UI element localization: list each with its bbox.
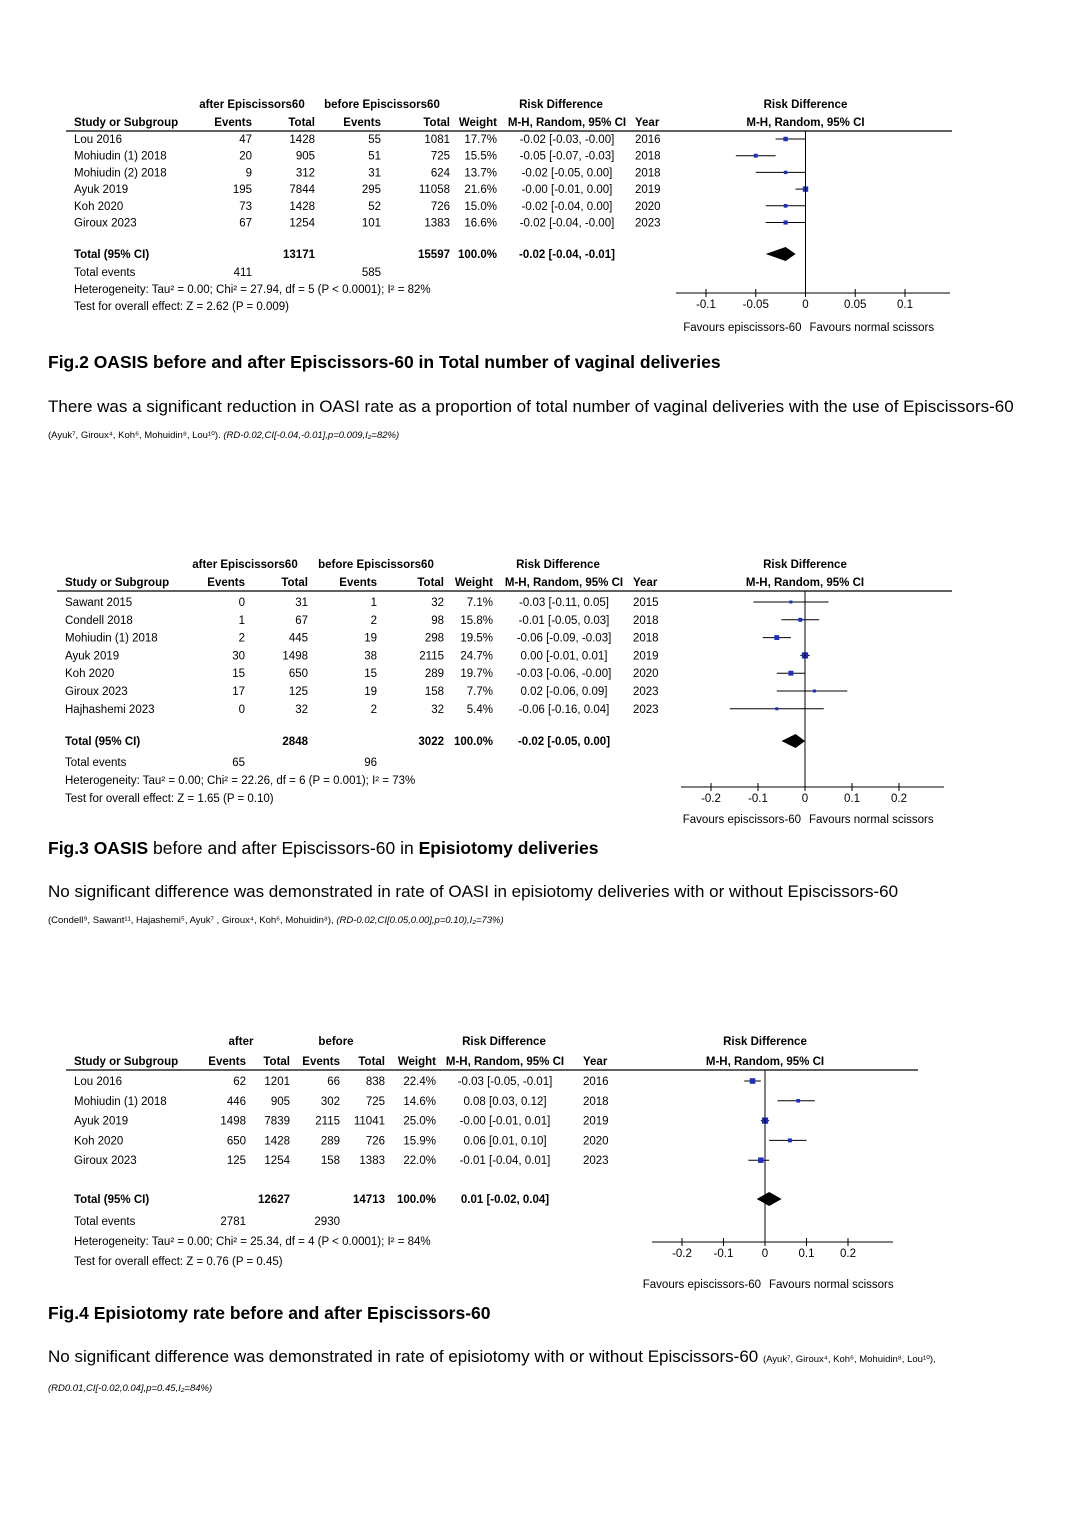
risk-difference-ci: -0.03 [-0.11, 0.05] xyxy=(519,597,609,609)
col-header-events-1: Events xyxy=(214,117,252,129)
events-before: 2 xyxy=(370,703,377,716)
rd-header: Risk Difference xyxy=(516,559,600,571)
overall-effect-test: Test for overall effect: Z = 0.76 (P = 0.45) xyxy=(74,1256,283,1268)
x-axis-tick-label: 0 xyxy=(761,1248,769,1260)
x-axis-tick-label: 0 xyxy=(802,299,809,311)
figure-4-description xyxy=(48,1344,1038,1402)
point-estimate-marker xyxy=(788,671,793,676)
events-before: 15 xyxy=(364,668,377,681)
overall-effect-test: Test for overall effect: Z = 1.65 (P = 0.10) xyxy=(65,793,274,805)
events-before: 101 xyxy=(361,217,381,230)
caption-text: Fig.4 Episiotomy rate before and after Episcissors-60 xyxy=(48,1303,491,1323)
figure-3-forest-plot xyxy=(0,555,1080,825)
col-header-events-2: Events xyxy=(343,117,381,129)
caption-bold-2: Episiotomy deliveries xyxy=(418,838,599,858)
total-before: 32 xyxy=(431,703,444,716)
total-before: 11058 xyxy=(418,184,450,197)
col-header-events-1: Events xyxy=(207,577,245,589)
risk-difference-ci: -0.06 [-0.16, 0.04] xyxy=(518,703,610,716)
study-name: Mohiudin (1) 2018 xyxy=(74,1095,167,1108)
study-name: Mohiudin (2) 2018 xyxy=(74,167,167,180)
study-weight: 22.4% xyxy=(403,1076,436,1088)
study-weight: 15.9% xyxy=(403,1135,436,1148)
total-after: 650 xyxy=(288,668,308,681)
risk-difference-ci: 0.08 [0.03, 0.12] xyxy=(463,1095,547,1108)
risk-difference-ci: -0.00 [-0.01, 0.00] xyxy=(521,184,613,197)
col-header-weight: Weight xyxy=(454,577,493,589)
study-year: 2023 xyxy=(633,686,659,698)
study-weight: 15.8% xyxy=(460,614,493,627)
study-name: Lou 2016 xyxy=(74,1076,122,1088)
point-estimate-marker xyxy=(758,1157,764,1163)
pooled-ci: -0.02 [-0.05, 0.00] xyxy=(517,736,611,748)
col-header-total-2: Total xyxy=(417,577,444,589)
col-header-study: Study or Subgroup xyxy=(65,577,170,589)
study-year: 2018 xyxy=(635,150,661,163)
events-before: 51 xyxy=(368,150,381,163)
col-header-total-1: Total xyxy=(263,1056,290,1068)
pooled-ci: -0.02 [-0.04, -0.01] xyxy=(519,249,615,261)
col-header-study: Study or Subgroup xyxy=(74,117,179,129)
risk-difference-ci: -0.03 [-0.06, -0.00] xyxy=(516,668,612,681)
events-after: 73 xyxy=(239,200,252,213)
col-header-events-2: Events xyxy=(339,577,377,589)
x-axis-tick-label: -0.1 xyxy=(713,1248,734,1260)
total-before: 726 xyxy=(430,200,450,213)
x-axis-tick-label: 0 xyxy=(801,793,809,805)
point-estimate-marker xyxy=(796,1099,800,1103)
x-axis-tick-label: 0.2 xyxy=(891,793,907,805)
total-after: 67 xyxy=(295,614,308,627)
paragraph-text: There was a significant reduction in OASI rate as a proportion of total number of vaginal deliveries with the use of Episcissors-60 xyxy=(48,397,1014,416)
point-estimate-marker xyxy=(774,635,779,640)
study-weight: 14.6% xyxy=(403,1095,436,1108)
caption-normal: before and after Episcissors-60 in xyxy=(148,838,419,858)
study-name: Sawant 2015 xyxy=(65,597,133,609)
figure-2-caption xyxy=(48,352,721,373)
pooled-ci: 0.01 [-0.02, 0.04] xyxy=(460,1194,550,1206)
events-after: 2 xyxy=(238,632,245,645)
figure-3-caption xyxy=(48,838,599,859)
paragraph-stats: (RD-0.02,CI[-0.04,-0.01],p=0.009,I₂=82%) xyxy=(220,430,400,441)
study-year: 2015 xyxy=(633,597,659,609)
total-after: 1428 xyxy=(289,200,315,213)
study-weight: 17.7% xyxy=(464,134,497,146)
total-label: Total (95% CI) xyxy=(65,736,141,748)
x-axis-tick-label: 0.2 xyxy=(840,1248,856,1260)
study-name: Mohiudin (1) 2018 xyxy=(74,150,167,163)
events-after: 0 xyxy=(238,597,245,609)
heterogeneity-stats: Heterogeneity: Tau² = 0.00; Chi² = 27.94, df = 5 (P < 0.0001); I² = 82% xyxy=(74,284,431,296)
events-after: 15 xyxy=(232,668,245,681)
col-header-year: Year xyxy=(633,577,658,589)
events-before: 2115 xyxy=(315,1115,340,1128)
plot-method-header: M-H, Random, 95% CI xyxy=(705,1056,825,1068)
col-header-total-1: Total xyxy=(288,117,315,129)
study-year: 2016 xyxy=(583,1076,609,1088)
figure-2-forest-plot xyxy=(0,95,1080,335)
events-before: 289 xyxy=(320,1135,340,1148)
events-before: 302 xyxy=(320,1095,340,1108)
col-header-method: M-H, Random, 95% CI xyxy=(507,117,627,129)
events-after: 30 xyxy=(232,650,245,663)
study-weight: 19.7% xyxy=(460,668,493,681)
study-weight: 21.6% xyxy=(464,184,497,197)
group1-header: after Episcissors60 xyxy=(199,99,305,111)
study-name: Koh 2020 xyxy=(74,200,124,213)
total-after: 312 xyxy=(295,167,315,180)
study-weight: 15.5% xyxy=(464,150,497,163)
risk-difference-ci: -0.00 [-0.01, 0.01] xyxy=(459,1115,551,1128)
col-header-total-2: Total xyxy=(358,1056,385,1068)
x-axis-tick-label: 0.1 xyxy=(897,299,913,311)
caption-text: Fig.2 OASIS before and after Episcissors-60 in Total number of vaginal deliveries xyxy=(48,352,721,372)
study-weight: 22.0% xyxy=(403,1155,436,1168)
paragraph-stats: (RD0.01,CI[-0.02,0.04],p=0.45,I₂=84%) xyxy=(48,1383,213,1394)
col-header-weight: Weight xyxy=(458,117,497,129)
study-name: Ayuk 2019 xyxy=(65,650,120,663)
pooled-diamond xyxy=(766,247,796,261)
paragraph-refs: (Condell⁹, Sawant¹¹, Hajashemi⁵, Ayuk⁷ , Giroux⁴, Koh⁶, Mohuidin⁸), xyxy=(48,915,334,926)
col-header-year: Year xyxy=(583,1056,608,1068)
risk-difference-ci: 0.02 [-0.06, 0.09] xyxy=(520,686,608,698)
study-year: 2016 xyxy=(635,134,661,146)
figure-4-forest-plot xyxy=(0,1030,1080,1290)
study-name: Giroux 2023 xyxy=(74,1155,137,1168)
total-events-label: Total events xyxy=(65,757,127,769)
plot-method-header: M-H, Random, 95% CI xyxy=(745,577,865,589)
point-estimate-marker xyxy=(775,707,778,710)
risk-difference-ci: -0.02 [-0.05, 0.00] xyxy=(521,167,613,180)
plot-rd-header: Risk Difference xyxy=(723,1036,807,1048)
rd-header: Risk Difference xyxy=(462,1036,546,1048)
plot-method-header: M-H, Random, 95% CI xyxy=(746,117,865,129)
total-events-after: 411 xyxy=(233,267,252,279)
events-before: 38 xyxy=(364,650,377,663)
total-events-after: 65 xyxy=(232,757,245,769)
risk-difference-ci: -0.01 [-0.04, 0.01] xyxy=(459,1155,551,1168)
events-before: 19 xyxy=(364,632,377,645)
col-header-events-2: Events xyxy=(302,1056,340,1068)
events-before: 31 xyxy=(368,167,381,180)
paragraph-refs: (Ayuk⁷, Giroux⁴, Koh⁶, Mohuidin⁸, Lou¹⁰), xyxy=(762,1354,936,1365)
point-estimate-marker xyxy=(783,137,787,141)
total-before: 725 xyxy=(365,1095,385,1108)
events-before: 19 xyxy=(364,686,377,698)
total-before: 726 xyxy=(365,1135,385,1148)
study-name: Condell 2018 xyxy=(65,614,133,627)
total-before: 1081 xyxy=(424,134,450,146)
total-events-label: Total events xyxy=(74,1216,136,1228)
total-before: 1383 xyxy=(359,1155,385,1168)
risk-difference-ci: -0.05 [-0.07, -0.03] xyxy=(519,150,615,163)
study-year: 2023 xyxy=(633,703,659,716)
figure-3-description xyxy=(48,879,1038,934)
study-name: Lou 2016 xyxy=(74,134,122,146)
study-name: Giroux 2023 xyxy=(65,686,128,698)
risk-difference-ci: -0.01 [-0.05, 0.03] xyxy=(518,614,610,627)
overall-effect-test: Test for overall effect: Z = 2.62 (P = 0.009) xyxy=(74,301,289,313)
total-before-sum: 3022 xyxy=(418,736,444,748)
point-estimate-marker xyxy=(798,618,802,622)
point-estimate-marker xyxy=(784,204,788,208)
favours-left-label: Favours episcissors-60 xyxy=(683,322,802,334)
heterogeneity-stats: Heterogeneity: Tau² = 0.00; Chi² = 25.34, df = 4 (P < 0.0001); I² = 84% xyxy=(74,1236,431,1248)
events-before: 55 xyxy=(368,134,381,146)
total-before: 298 xyxy=(424,632,444,645)
events-after: 1 xyxy=(238,614,245,627)
heterogeneity-stats: Heterogeneity: Tau² = 0.00; Chi² = 22.26, df = 6 (P = 0.001); I² = 73% xyxy=(65,775,416,787)
study-name: Ayuk 2019 xyxy=(74,1115,129,1128)
total-after: 7839 xyxy=(264,1115,290,1128)
group1-header: after Episcissors60 xyxy=(192,559,298,571)
total-before: 289 xyxy=(424,668,444,681)
total-before: 1383 xyxy=(424,217,450,230)
events-before: 1 xyxy=(370,597,377,609)
forest-plot-svg xyxy=(0,95,1080,335)
total-events-before: 96 xyxy=(364,757,377,769)
total-events-label: Total events xyxy=(74,267,136,279)
caption-bold-1: Fig.3 OASIS xyxy=(48,838,149,858)
events-after: 125 xyxy=(226,1155,246,1168)
events-after: 62 xyxy=(233,1076,246,1088)
point-estimate-marker xyxy=(750,1078,756,1084)
total-label: Total (95% CI) xyxy=(74,1194,150,1206)
risk-difference-ci: -0.02 [-0.03, -0.00] xyxy=(519,134,615,146)
x-axis-tick-label: 0.1 xyxy=(844,793,860,805)
events-after: 446 xyxy=(226,1095,246,1108)
total-events-after: 2781 xyxy=(220,1216,246,1228)
x-axis-tick-label: -0.2 xyxy=(701,793,721,805)
x-axis-tick-label: 0.1 xyxy=(798,1248,815,1260)
pooled-diamond xyxy=(757,1192,782,1206)
study-year: 2019 xyxy=(635,184,661,197)
group2-header: before xyxy=(318,1036,354,1048)
total-before: 32 xyxy=(431,597,444,609)
x-axis-tick-label: -0.1 xyxy=(748,793,768,805)
group1-header: after xyxy=(228,1036,254,1048)
forest-plot-svg xyxy=(0,555,1080,825)
total-after: 1254 xyxy=(264,1155,290,1168)
study-name: Hajhashemi 2023 xyxy=(65,703,155,716)
col-header-total-2: Total xyxy=(423,117,450,129)
col-header-events-1: Events xyxy=(208,1056,246,1068)
figure-4-caption xyxy=(48,1303,491,1324)
study-year: 2019 xyxy=(583,1115,609,1128)
total-weight: 100.0% xyxy=(453,736,493,748)
point-estimate-marker xyxy=(784,171,787,174)
events-before: 52 xyxy=(368,200,381,213)
total-before: 158 xyxy=(424,686,444,698)
col-header-study: Study or Subgroup xyxy=(74,1056,179,1068)
risk-difference-ci: -0.06 [-0.09, -0.03] xyxy=(516,632,612,645)
point-estimate-marker xyxy=(789,601,792,604)
events-before: 66 xyxy=(327,1076,340,1088)
risk-difference-ci: 0.06 [0.01, 0.10] xyxy=(463,1135,547,1148)
events-after: 1498 xyxy=(220,1115,246,1128)
study-name: Koh 2020 xyxy=(74,1135,124,1148)
study-weight: 13.7% xyxy=(464,167,497,180)
total-after-sum: 12627 xyxy=(258,1194,290,1206)
plot-rd-header: Risk Difference xyxy=(763,99,848,111)
total-before-sum: 15597 xyxy=(418,249,450,261)
risk-difference-ci: 0.00 [-0.01, 0.01] xyxy=(520,650,608,663)
total-before: 98 xyxy=(431,614,444,627)
events-before: 2 xyxy=(370,614,377,627)
study-weight: 15.0% xyxy=(464,200,497,213)
study-name: Koh 2020 xyxy=(65,668,115,681)
study-year: 2020 xyxy=(633,668,659,681)
events-after: 17 xyxy=(232,686,245,698)
study-name: Mohiudin (1) 2018 xyxy=(65,632,158,645)
study-name: Giroux 2023 xyxy=(74,217,137,230)
total-label: Total (95% CI) xyxy=(74,249,150,261)
group2-header: before Episcissors60 xyxy=(318,559,434,571)
events-after: 9 xyxy=(245,167,252,180)
study-weight: 19.5% xyxy=(460,632,493,645)
total-after: 905 xyxy=(270,1095,290,1108)
x-axis-tick-label: -0.05 xyxy=(742,299,769,311)
favours-right-label: Favours normal scissors xyxy=(809,322,935,334)
events-after: 47 xyxy=(239,134,252,146)
events-before: 295 xyxy=(361,184,381,197)
point-estimate-marker xyxy=(813,690,816,693)
paragraph-stats: (RD-0.02,CI[0.05,0.00],p=0.10),I₂=73%) xyxy=(333,915,504,926)
total-after: 31 xyxy=(295,597,308,609)
study-year: 2019 xyxy=(633,650,659,663)
events-after: 67 xyxy=(239,217,252,230)
point-estimate-marker xyxy=(784,220,788,224)
total-after: 1201 xyxy=(264,1076,290,1088)
col-header-year: Year xyxy=(635,117,660,129)
favours-left-label: Favours episcissors-60 xyxy=(682,814,801,826)
col-header-total-1: Total xyxy=(281,577,308,589)
events-after: 20 xyxy=(239,150,252,163)
total-weight: 100.0% xyxy=(457,249,497,261)
total-after: 905 xyxy=(295,150,315,163)
total-before: 2115 xyxy=(419,650,444,663)
study-year: 2018 xyxy=(633,614,659,627)
col-header-weight: Weight xyxy=(397,1056,436,1068)
total-before: 838 xyxy=(365,1076,385,1088)
study-year: 2018 xyxy=(633,632,659,645)
study-weight: 5.4% xyxy=(466,703,493,716)
total-after-sum: 2848 xyxy=(282,736,308,748)
total-before: 725 xyxy=(430,150,450,163)
total-after: 1428 xyxy=(264,1135,290,1148)
study-weight: 16.6% xyxy=(464,217,497,230)
col-header-method: M-H, Random, 95% CI xyxy=(504,577,624,589)
study-name: Ayuk 2019 xyxy=(74,184,129,197)
pooled-diamond xyxy=(782,734,806,748)
study-year: 2018 xyxy=(583,1095,609,1108)
total-weight: 100.0% xyxy=(396,1194,436,1206)
rd-header: Risk Difference xyxy=(519,99,603,111)
favours-right-label: Favours normal scissors xyxy=(769,1279,894,1291)
col-header-method: M-H, Random, 95% CI xyxy=(445,1056,565,1068)
risk-difference-ci: -0.03 [-0.05, -0.01] xyxy=(457,1076,553,1088)
total-events-before: 585 xyxy=(361,267,381,279)
study-year: 2023 xyxy=(635,217,661,230)
events-before: 158 xyxy=(320,1155,340,1168)
study-year: 2018 xyxy=(635,167,661,180)
study-weight: 24.7% xyxy=(460,650,493,663)
x-axis-tick-label: -0.1 xyxy=(696,299,716,311)
paragraph-text: No significant difference was demonstrated in rate of OASI in episiotomy deliveries with or without Episcissors-60 xyxy=(48,882,899,901)
risk-difference-ci: -0.02 [-0.04, -0.00] xyxy=(519,217,615,230)
x-axis-tick-label: 0.05 xyxy=(844,299,867,311)
favours-left-label: Favours episcissors-60 xyxy=(642,1279,761,1291)
total-after: 445 xyxy=(288,632,308,645)
events-after: 650 xyxy=(226,1135,246,1148)
total-after-sum: 13171 xyxy=(283,249,315,261)
point-estimate-marker xyxy=(788,1138,792,1142)
paragraph-text: No significant difference was demonstrated in rate of episiotomy with or without Episcissors-60 xyxy=(48,1347,763,1366)
paragraph-refs: (Ayuk⁷, Giroux⁴, Koh⁶, Mohuidin⁸, Lou¹⁰). xyxy=(48,430,221,441)
forest-plot-svg xyxy=(0,1030,1080,1290)
total-after: 1254 xyxy=(289,217,315,230)
x-axis-tick-label: -0.2 xyxy=(672,1248,692,1260)
events-after: 195 xyxy=(232,184,252,197)
total-before-sum: 14713 xyxy=(353,1194,385,1206)
point-estimate-marker xyxy=(754,154,758,158)
events-after: 0 xyxy=(238,703,245,716)
study-year: 2023 xyxy=(583,1155,609,1168)
total-after: 1428 xyxy=(289,134,315,146)
figure-2-description xyxy=(48,394,1038,449)
total-after: 7844 xyxy=(289,184,315,197)
risk-difference-ci: -0.02 [-0.04, 0.00] xyxy=(521,200,613,213)
study-year: 2020 xyxy=(635,200,661,213)
total-events-before: 2930 xyxy=(314,1216,340,1228)
total-before: 11041 xyxy=(353,1115,385,1128)
total-after: 32 xyxy=(295,703,308,716)
plot-rd-header: Risk Difference xyxy=(763,559,847,571)
study-weight: 25.0% xyxy=(403,1115,436,1128)
study-year: 2020 xyxy=(583,1135,609,1148)
total-before: 624 xyxy=(430,167,450,180)
total-after: 125 xyxy=(288,686,308,698)
favours-right-label: Favours normal scissors xyxy=(809,814,934,826)
group2-header: before Episcissors60 xyxy=(324,99,440,111)
total-after: 1498 xyxy=(282,650,308,663)
study-weight: 7.7% xyxy=(466,686,493,698)
study-weight: 7.1% xyxy=(466,597,493,609)
